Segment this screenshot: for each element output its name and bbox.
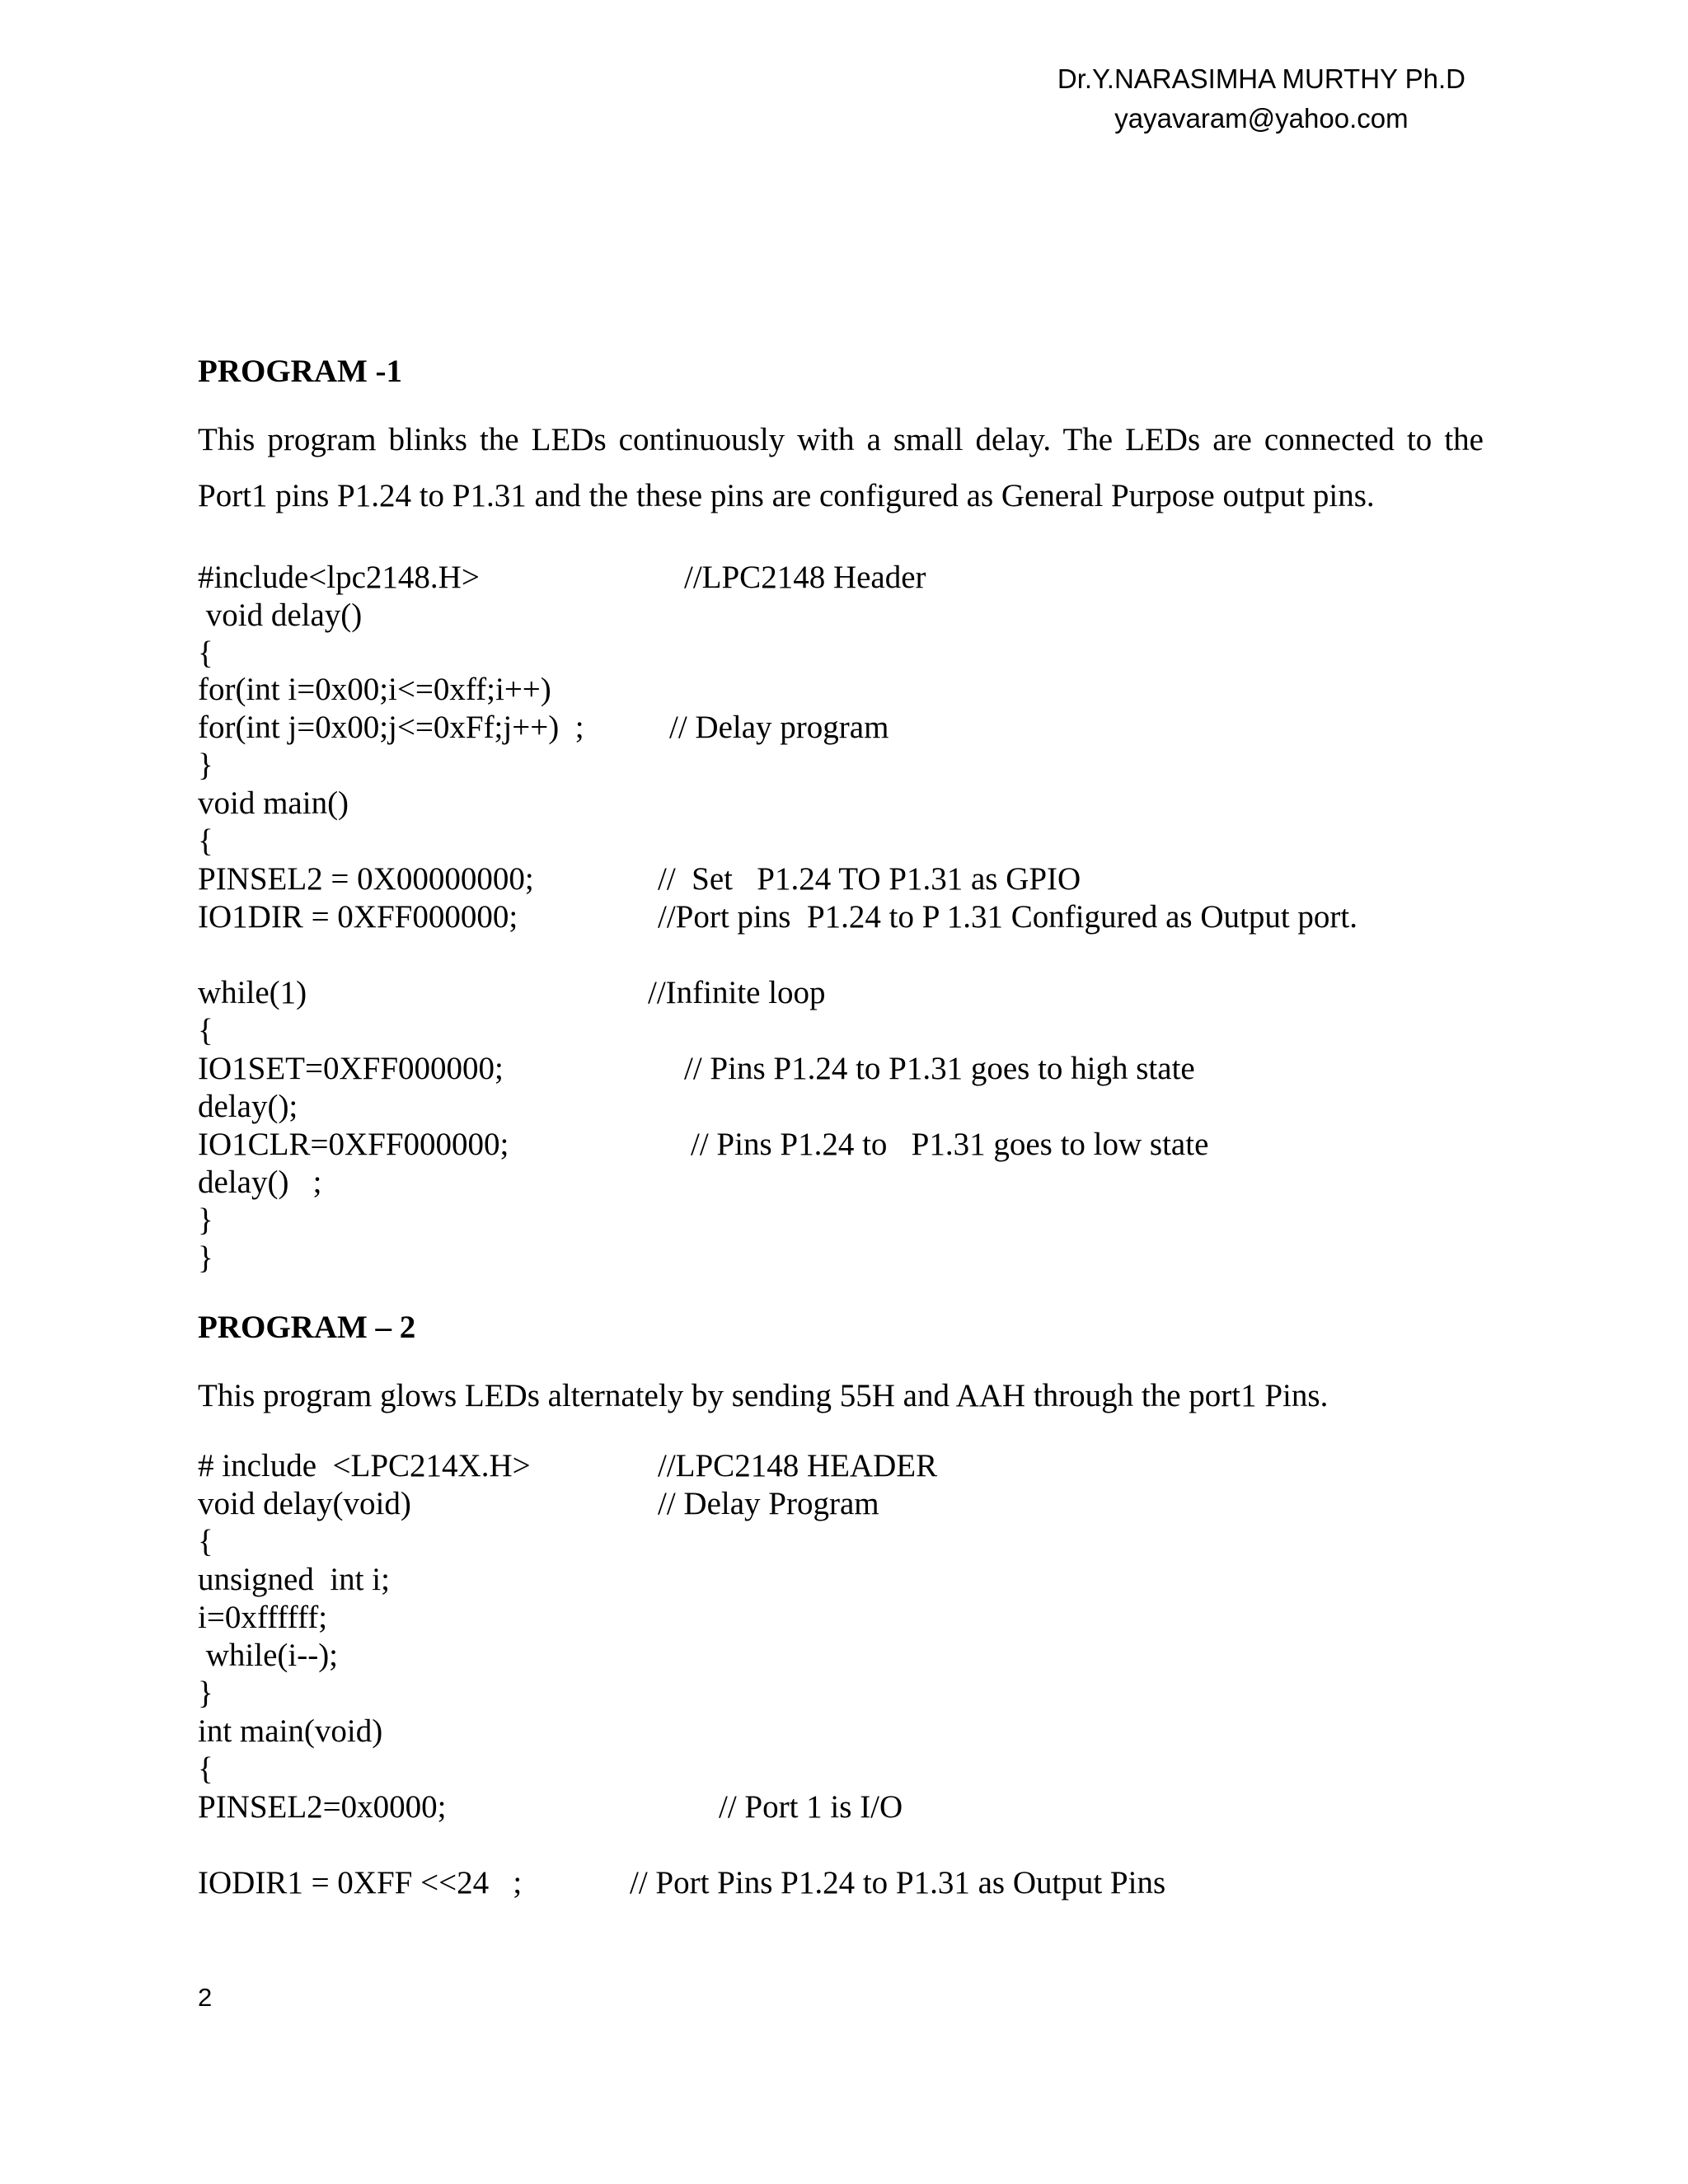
page-number: 2 xyxy=(198,1983,213,2012)
code-line: for(int j=0x00;j<=0xFf;j++) ; xyxy=(198,710,584,745)
code-line: while(i--); xyxy=(198,1638,339,1673)
code-line: void delay() xyxy=(198,598,363,633)
program2-heading: PROGRAM – 2 xyxy=(198,1310,416,1345)
code-comment: //LPC2148 HEADER xyxy=(658,1448,938,1483)
code-comment: //Infinite loop xyxy=(648,975,826,1010)
code-line: } xyxy=(198,1240,213,1276)
author-email: yayavaram@yahoo.com xyxy=(1114,103,1409,134)
page-header xyxy=(1057,59,1465,138)
code-line: void delay(void) xyxy=(198,1486,411,1521)
code-comment: // Delay program xyxy=(669,710,889,745)
code-comment: // Delay Program xyxy=(658,1486,879,1521)
code-line: for(int i=0x00;i<=0xff;i++) xyxy=(198,672,551,707)
code-line: { xyxy=(198,1013,213,1048)
code-line: delay(); xyxy=(198,1089,298,1124)
code-line: i=0xffffff; xyxy=(198,1600,328,1635)
program1-description: This program blinks the LEDs continuously with a small delay. The LEDs are connected to the Port1 pins P1.24 to P1.31 and the these pins are configured as General Purpose output pins. xyxy=(198,422,1484,513)
author-name: Dr.Y.NARASIMHA MURTHY Ph.D xyxy=(1057,63,1465,94)
code-line: delay() ; xyxy=(198,1165,322,1200)
code-line: { xyxy=(198,1524,213,1559)
code-line: # include <LPC214X.H> xyxy=(198,1448,531,1483)
code-line: IODIR1 = 0XFF <<24 ; xyxy=(198,1865,523,1900)
code-line: IO1SET=0XFF000000; xyxy=(198,1051,504,1086)
code-line: } xyxy=(198,1202,213,1238)
code-line: } xyxy=(198,1675,213,1711)
program2-description: This program glows LEDs alternately by sending 55H and AAH through the port1 Pins. xyxy=(198,1378,1329,1413)
code-comment: // Port Pins P1.24 to P1.31 as Output Pins xyxy=(630,1865,1166,1900)
code-line: while(1) xyxy=(198,975,307,1010)
program1-heading: PROGRAM -1 xyxy=(198,354,403,389)
code-line: IO1DIR = 0XFF000000; xyxy=(198,899,518,935)
code-comment: //Port pins P1.24 to P 1.31 Configured as Output port. xyxy=(658,899,1357,935)
code-line: } xyxy=(198,748,213,783)
code-line: unsigned int i; xyxy=(198,1562,390,1597)
code-comment: // Set P1.24 TO P1.31 as GPIO xyxy=(658,861,1081,897)
code-comment: // Pins P1.24 to P1.31 goes to high state xyxy=(684,1051,1195,1086)
code-line: { xyxy=(198,823,213,859)
code-line: IO1CLR=0XFF000000; xyxy=(198,1127,509,1162)
code-comment: // Pins P1.24 to P1.31 goes to low state xyxy=(691,1127,1209,1162)
code-line: int main(void) xyxy=(198,1713,383,1749)
code-line: { xyxy=(198,1751,213,1787)
code-line: PINSEL2=0x0000; xyxy=(198,1789,447,1825)
code-comment: //LPC2148 Header xyxy=(684,560,926,595)
code-line: PINSEL2 = 0X00000000; xyxy=(198,861,534,897)
code-comment: // Port 1 is I/O xyxy=(719,1789,903,1825)
code-line: #include<lpc2148.H> xyxy=(198,560,480,595)
code-line: { xyxy=(198,635,213,671)
code-line: void main() xyxy=(198,785,349,821)
